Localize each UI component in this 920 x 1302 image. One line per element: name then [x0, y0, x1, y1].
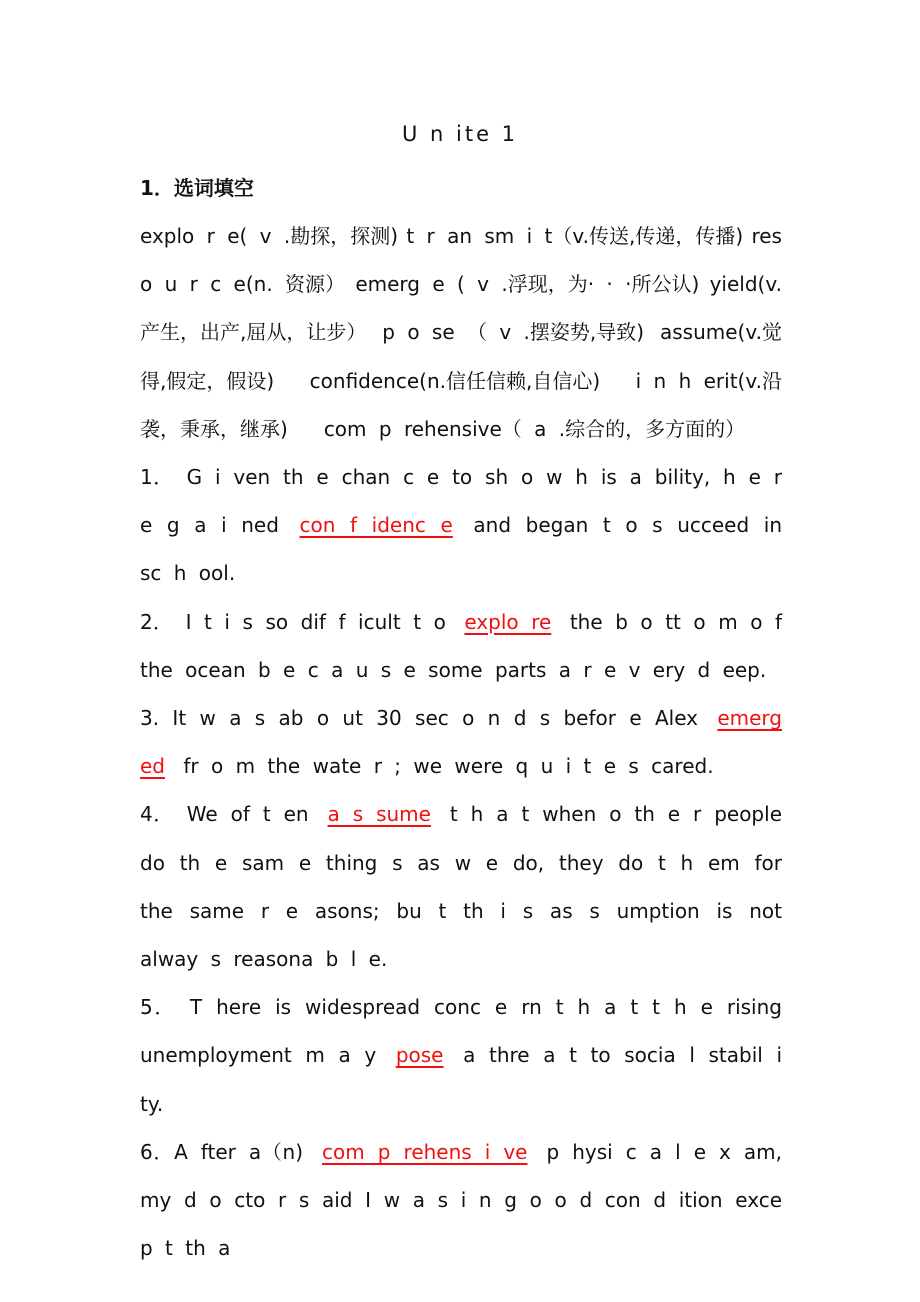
document-body — [140, 212, 782, 1272]
exercise-item-2 — [140, 598, 782, 694]
vocab-entry-transmit: t r an sm i t（v.传送,传递，传播) — [406, 224, 744, 248]
exercise-text: 1． G i ven th e chan c e to sh o w h is a bility, h e r e g a i ned — [140, 465, 782, 538]
answer-blank: emerg ed — [140, 706, 783, 779]
exercise-item-5 — [140, 983, 782, 1128]
exercise-text: the b o tt o m o f the ocean b e c a u s e some parts a r e v ery d eep. — [140, 609, 783, 682]
vocab-entry-emerge: emerg e ( v .浮现，为· · ·所公认) — [355, 272, 700, 297]
vocab-entry-yield-start: yield(v. — [709, 272, 782, 297]
vocab-entry-resource-end: o u r c e(n. 资源） — [140, 272, 346, 297]
vocab-entry-explore: explo r e( v .勘探，探测) — [140, 224, 399, 248]
vocab-entry-inherit-end: 袭，秉承，继承) — [140, 416, 288, 441]
exercise-text: 6．A fter a（n) — [140, 1139, 303, 1164]
vocab-line — [140, 308, 782, 356]
exercise-text: t h a t when o th e r people do th e sam e thing s as w e do, they do t h em for the same r e asons; bu t th i s as s umption is not alway s reasona b l e. — [140, 802, 782, 972]
exercise-text: 4． We of t en — [140, 802, 309, 827]
exercise-text: 3. It w a s ab o ut 30 sec o n d s befor e Alex — [140, 706, 698, 731]
vocab-line — [140, 405, 782, 453]
answer-blank: con f idenc e — [299, 513, 453, 538]
vocab-entry-assume-end: 得,假定，假设) — [140, 368, 275, 393]
vocab-entry-assume-start: assume(v.觉 — [659, 320, 782, 345]
exercise-text: a thre a t to socia l stabil i ty. — [140, 1043, 782, 1116]
vocab-line — [140, 357, 782, 405]
exercise-item-4 — [140, 790, 782, 983]
vocab-entry-comprehensive: com p rehensive（ a .综合的，多方面的） — [323, 416, 746, 441]
answer-blank: a s sume — [327, 802, 431, 827]
exercise-text: and began t o s ucceed in sc h ool. — [140, 513, 782, 586]
vocab-entry-inherit-start: i n h erit(v.沿 — [635, 368, 782, 393]
exercise-text: 5． T here is widespread conc e rn t h a t t h e rising unemployment m a y — [140, 995, 782, 1068]
answer-blank: explo re — [464, 609, 552, 634]
exercise-item-6 — [140, 1128, 782, 1273]
vocab-entry-yield-end: 产生，出产,屈从，让步） — [140, 320, 367, 345]
answer-blank: pose — [395, 1043, 444, 1068]
vocab-entry-resource-start: res — [751, 224, 782, 248]
exercise-text: p hysi c a l e x am, my d o cto r s aid I w a s i n g o o d con d ition exce p t th a — [140, 1139, 783, 1261]
document-title: U n ite 1 — [401, 122, 519, 146]
exercise-item-3 — [140, 694, 782, 790]
vocab-line — [140, 212, 782, 260]
exercise-text: 2． I t i s so dif f icult t o — [140, 609, 446, 634]
section-heading: 1．选词填空 — [140, 176, 254, 200]
answer-blank: com p rehens i ve — [322, 1139, 528, 1164]
vocab-line — [140, 260, 782, 308]
vocab-entry-pose: p o se （ v .摆姿势,导致) — [382, 320, 645, 345]
exercise-text: fr o m the wate r ; we were q u i t e s cared. — [183, 754, 714, 779]
exercise-item-1 — [140, 453, 782, 598]
vocab-entry-confidence: confidence(n.信任信赖,自信心) — [309, 368, 601, 393]
